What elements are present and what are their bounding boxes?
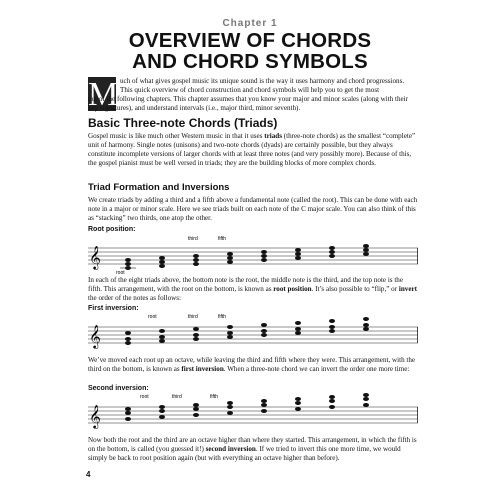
staff-root-position	[88, 234, 418, 274]
treble-clef-icon: 𝄞	[89, 404, 101, 428]
chapter-label: Chapter 1	[222, 18, 278, 29]
svg-text:fifth: fifth	[218, 236, 227, 242]
staff-second-inversion	[88, 393, 418, 433]
treble-clef-icon: 𝄞	[89, 245, 101, 269]
triads-paragraph: Gospel music is like much other Western music in that it uses triads (three-note chords) as the smallest “complete” unit of harmony. Single notes (unisons) and two-note chords (dyads) are certainly possible, but they always constitute incomplete versions of larger chords with at least three notes (and very possibly more). Because of this, the gospel pianist must be well versed in triads; they are the building blocks of more complex chords.	[88, 132, 416, 167]
first-inversion-paragraph: We’ve moved each root up an octave, while leaving the third and fifth where they were. This arrangement, with the third on the bottom, is known as first inversion. When a three-note chord we can invert the order one more time:	[88, 356, 416, 373]
staff-first-inversion	[88, 313, 418, 353]
intro-paragraph-rest: out of the following chapters. This chapter assumes that you know your major and minor scales (along with their key signatures), and understand intervals (i.e., major third, minor seventh).	[88, 95, 409, 112]
svg-text:third: third	[188, 236, 198, 242]
second-inversion-label: Second inversion:	[88, 385, 149, 392]
first-inversion-label: First inversion:	[88, 305, 139, 312]
svg-text:root: root	[116, 270, 125, 274]
svg-text:fifth: fifth	[210, 394, 219, 400]
svg-text:root: root	[148, 314, 157, 320]
svg-text:third: third	[172, 394, 182, 400]
title-line-1: OVERVIEW OF CHORDS	[128, 29, 372, 52]
svg-text:third: third	[188, 314, 198, 320]
svg-text:root: root	[140, 394, 149, 400]
treble-clef-icon: 𝄞	[89, 324, 101, 348]
subheading: Triad Formation and Inversions	[88, 182, 230, 193]
svg-text:fifth: fifth	[218, 314, 227, 320]
root-position-paragraph: In each of the eight triads above, the bottom note is the root, the middle note is the third, and the top note is the fifth. This arrangement, with the root on the bottom, is known as root position. It’s also possible to “flip,” or invert the order of the notes as follows:	[88, 276, 417, 302]
section-heading: Basic Three-note Chords (Triads)	[88, 116, 278, 130]
page-title	[0, 30, 500, 72]
title-line-2: AND CHORD SYMBOLS	[132, 50, 368, 73]
intro-first-lines: uch of what gives gospel music its unique sound is the way it uses harmony and chord progressions. This quick overview of chord construction and chord symbols will help you to get the most	[120, 77, 405, 94]
root-position-label: Root position:	[88, 226, 136, 233]
drop-cap: M	[88, 76, 119, 113]
page-number: 4	[86, 470, 91, 479]
second-inversion-paragraph: Now both the root and the third are an octave higher than where they started. This arrangement, in which the fifth is on the bottom, is called (you guessed it!) second inversion. If we tried to invert this one more time, we would simply be back to root position again (but with everything an octave higher than before).	[88, 436, 417, 462]
formation-paragraph: We create triads by adding a third and a fifth above a fundamental note (called the root). This can be done with each note in a major or minor scale. Here we see triads built on each note of the C major scale. You can also think of this as “stacking” two thirds, one atop the other.	[88, 196, 418, 222]
